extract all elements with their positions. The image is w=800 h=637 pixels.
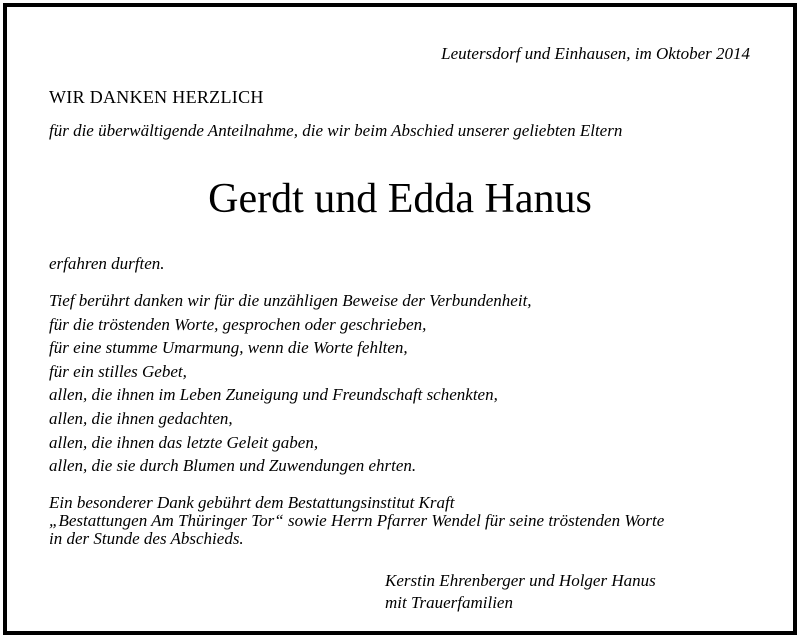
thanks-line: allen, die ihnen das letzte Geleit gaben, bbox=[49, 432, 319, 452]
signature-line: mit Trauerfamilien bbox=[385, 593, 513, 612]
thanks-line: für die tröstenden Worte, gesprochen oder geschrieben, bbox=[49, 314, 427, 334]
special-thanks-line: „Bestattungen Am Thüringer Tor“ sowie Herrn Pfarrer Wendel für seine tröstenden Worte bbox=[49, 510, 665, 530]
thanks-line: allen, die ihnen im Leben Zuneigung und Freundschaft schenkten, bbox=[49, 385, 498, 405]
signature-line: Kerstin Ehrenberger und Holger Hanus bbox=[385, 571, 656, 590]
notice-frame bbox=[3, 3, 797, 635]
special-thanks bbox=[49, 494, 664, 547]
signature bbox=[385, 570, 656, 614]
special-thanks-line: in der Stunde des Abschieds. bbox=[49, 528, 244, 548]
thanks-line: allen, die sie durch Blumen und Zuwendungen ehrten. bbox=[49, 456, 417, 476]
after-names-text: erfahren durften. bbox=[49, 254, 165, 273]
special-thanks-line: Ein besonderer Dank gebührt dem Bestattungsinstitut Kraft bbox=[49, 493, 455, 512]
thanks-line: Tief berührt danken wir für die unzähligen Beweise der Verbundenheit, bbox=[49, 291, 532, 310]
date-line: Leutersdorf und Einhausen, im Oktober 2014 bbox=[441, 44, 750, 63]
intro-text: für die überwältigende Anteilnahme, die wir beim Abschied unserer geliebten Eltern bbox=[49, 121, 623, 140]
thanks-line: für eine stumme Umarmung, wenn die Worte fehlten, bbox=[49, 338, 408, 358]
notice-heading: WIR DANKEN HERZLICH bbox=[49, 87, 264, 107]
thanks-line: allen, die ihnen gedachten, bbox=[49, 408, 233, 428]
deceased-names: Gerdt und Edda Hanus bbox=[208, 176, 592, 222]
thanks-lines bbox=[49, 289, 532, 478]
thanks-line: für ein stilles Gebet, bbox=[49, 361, 187, 381]
